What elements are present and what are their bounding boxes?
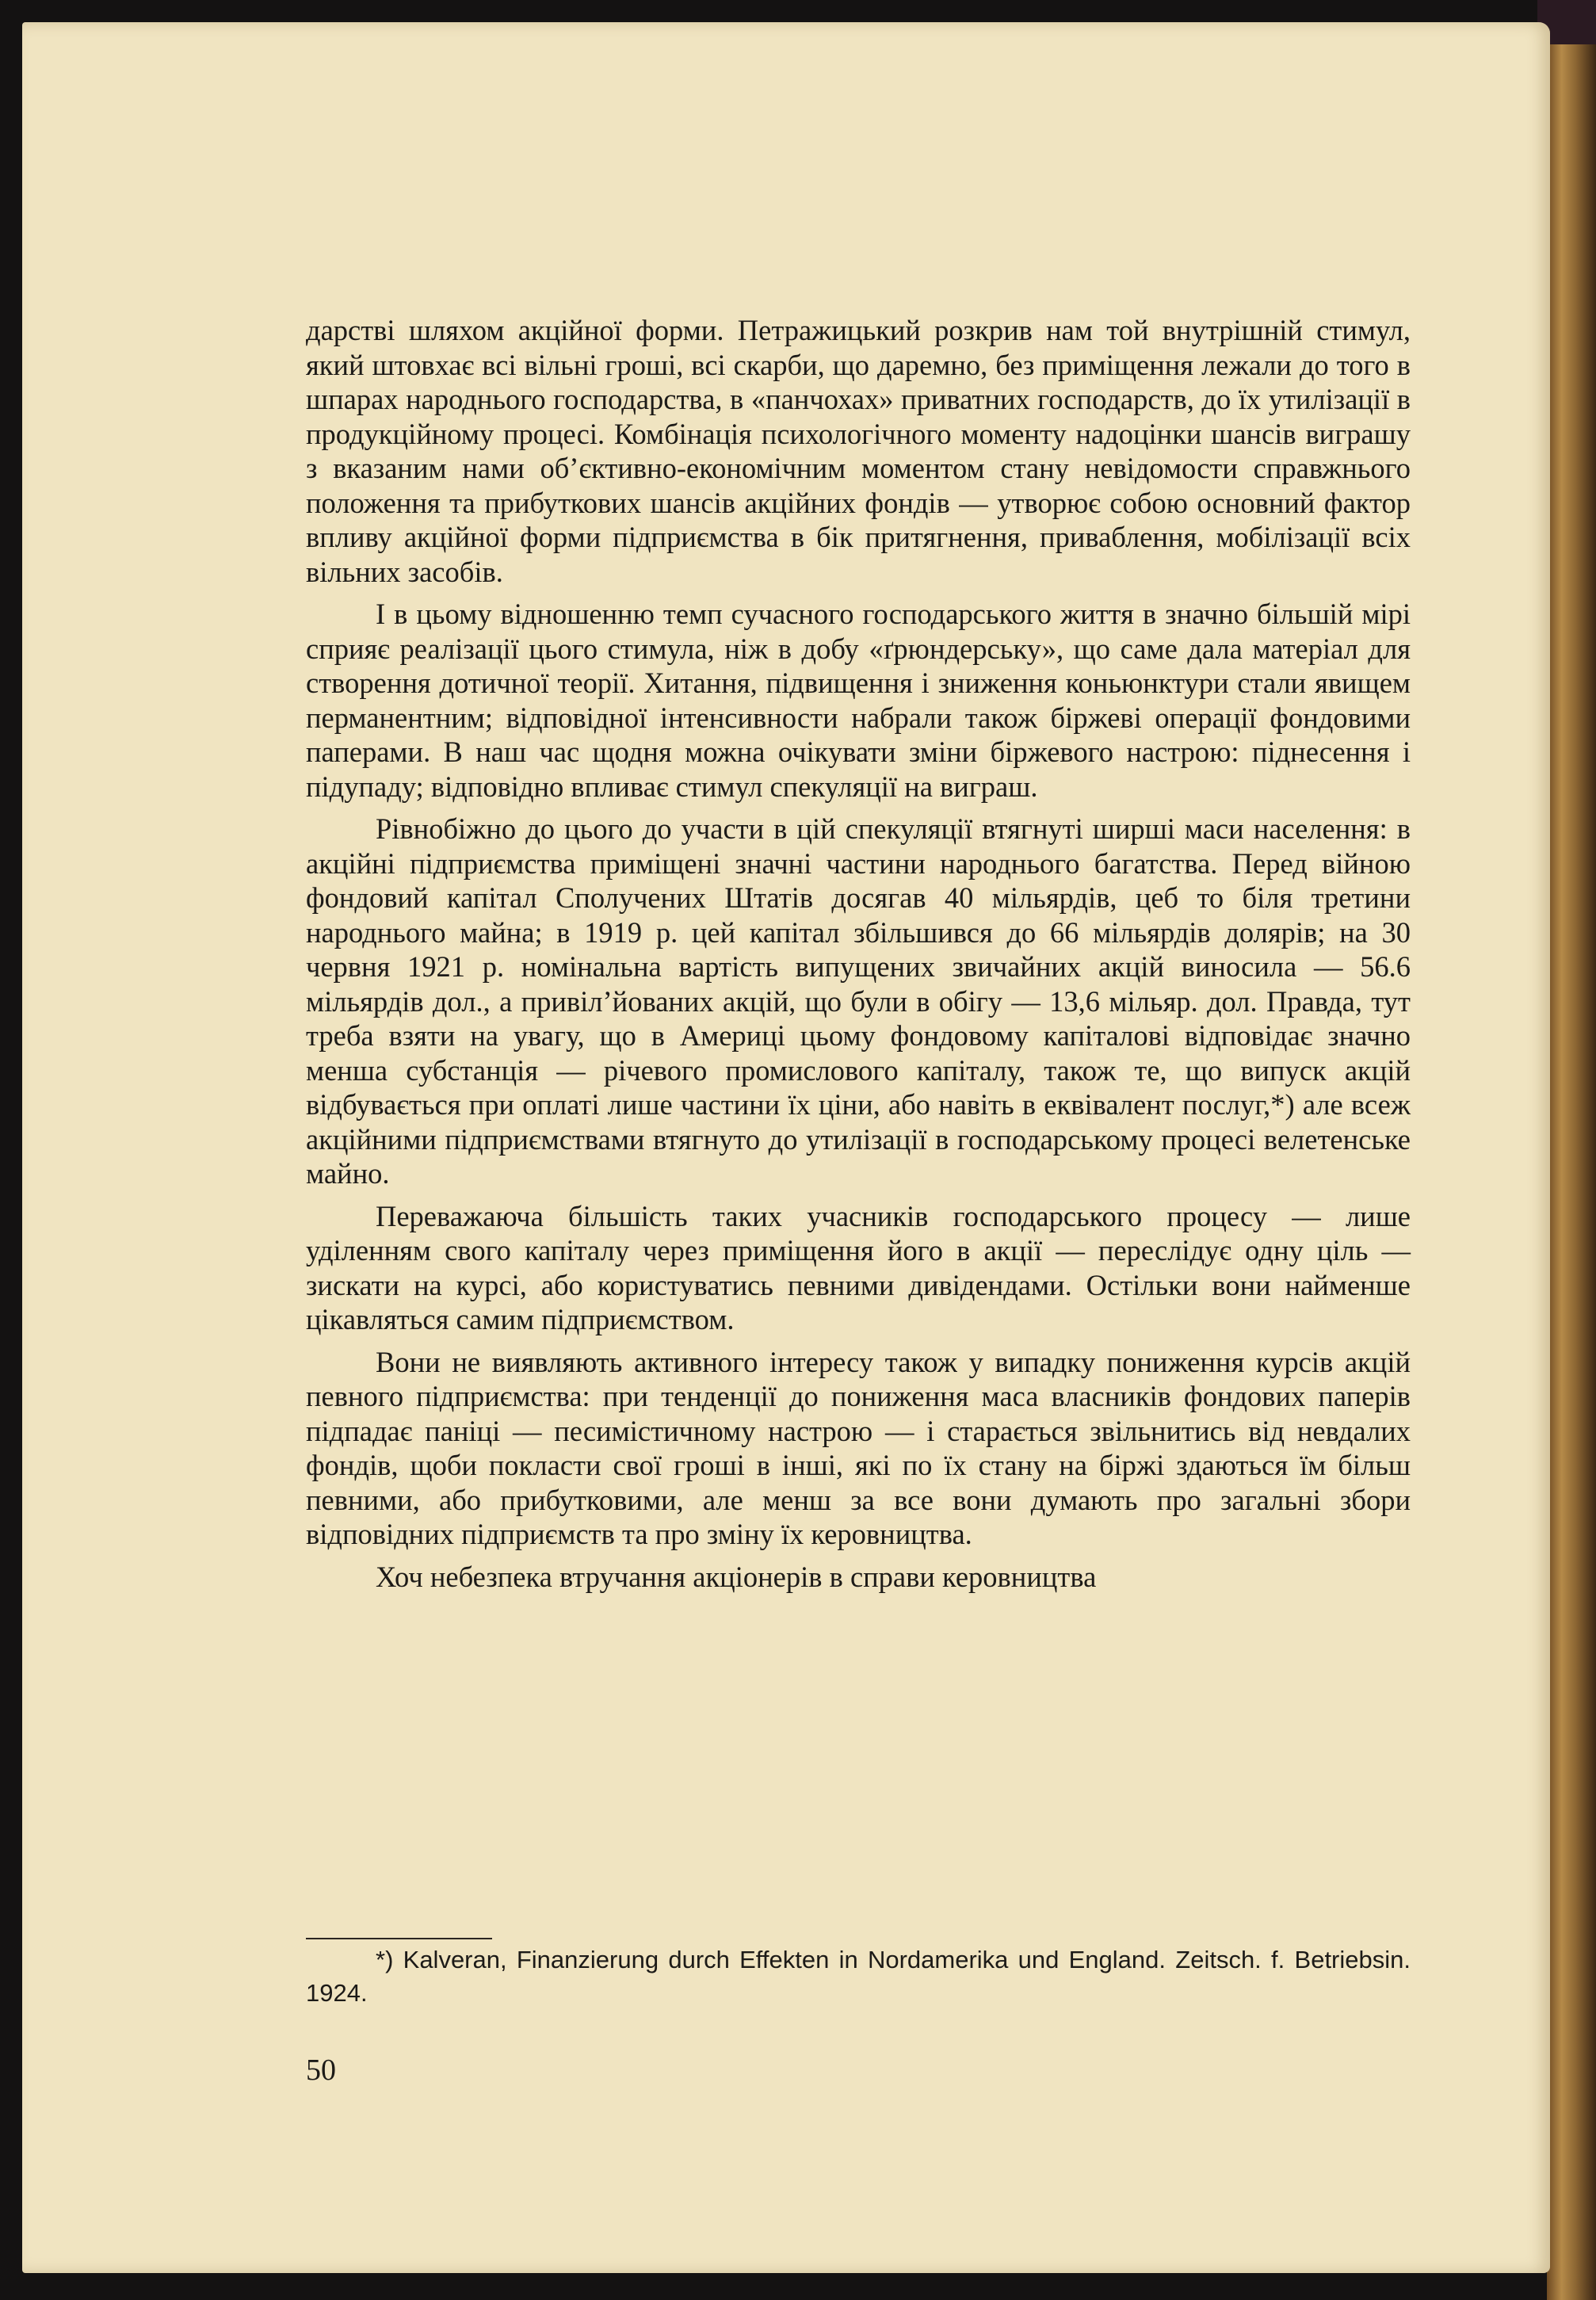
paragraph-6: Хоч небезпека втручання акціонерів в справи керовництва — [376, 1560, 1097, 1593]
paragraph-5: Вони не виявляють активного інтересу також у випадку пониження курсів акцій певного підприємства: при тенденції до пониження маса власників фондових паперів підпадає паніці — песимістичному настрою — і старається звільнитись від невдалих фондів, щоби покласти свої гроші в інші, які по їх стану на біржі здаються їм більш певними, або прибутковими, але менш за все вони думають про загальні збори відповідних підприємств та про зміну їх керовництва. — [306, 1345, 1411, 1550]
book-spine-edge — [1547, 44, 1596, 2300]
paragraph-4: Переважаюча більшість таких учасників господарського процесу — лише уділенням свого капіталу через приміщення його в акції — переслідує одну ціль — зискати на курсі, або користуватись певними дивідендами. Остільки вони найменше цікавляться самим підприємством. — [306, 1199, 1411, 1335]
page-number: 50 — [306, 2054, 336, 2087]
main-text-block — [306, 313, 1411, 1594]
paragraph-1: дарстві шляхом акційної форми. Петражицький розкрив нам той внутрішній стимул, який штовхає всі вільні гроші, всі скарби, що даремно, без приміщення лежали до того в шпарах народнього господарства, в «панчохах» приватних господарств, до їх утилізації в продукційному процесі. Комбінація психологічного моменту надоцінки шансів виграшу з вказаним нами об’єктивно-економічним моментом стану невідомости справжнього положення та прибуткових шансів акційних фондів — утворює собою основний фактор впливу акційної форми підприємства в бік притягнення, приваблення, мобілізації всіх вільних засобів. — [306, 314, 1411, 588]
paragraph-3: Рівнобіжно до цього до участи в цій спекуляції втягнуті ширші маси населення: в акційні підприємства приміщені значні частини народнього багатства. Перед війною фондовий капітал Сполучених Штатів досягав 40 мільярдів, цеб то біля третини народнього майна; в 1919 р. цей капітал збільшився до 66 мільярдів долярів; на 30 червня 1921 р. номінальна вартість випущених звичайних акцій виносила — 56.6 мільярдів дол., а привіл’йованих акцій, що були в обігу — 13,6 мільяр. дол. Правда, тут треба взяти на увагу, що в Америці цьому фондовому капіталові відповідає значно менша субстанція — річевого промислового капіталу, також те, що випуск акцій відбувається при оплаті лише частини їх ціни, або навіть в еквівалент послуг,*) але всеж акційними підприємствами втягнуто до утилізації в господарському процесі велетенське майно. — [306, 812, 1411, 1190]
footnote: *) Kalveran, Finanzierung durch Effekten in Nordamerika und England. Zeitsch. f. Betriebsin. 1924. — [306, 1946, 1411, 2007]
footnote-divider — [306, 1938, 492, 1939]
paragraph-2: І в цьому відношенню темп сучасного господарського життя в значно більшій мірі сприяє реалізації цього стимула, ніж в добу «ґрюндерську», що саме дала матеріал для створення дотичної теорії. Хитання, підвищення і зниження коньюнктури стали явищем перманентним; відповідної інтенсивности набрали також біржеві операції фондовими паперами. В наш час щодня можна очікувати зміни біржевого настрою: піднесення і підупаду; відповідно впливає стимул спекуляції на виграш. — [306, 598, 1411, 803]
